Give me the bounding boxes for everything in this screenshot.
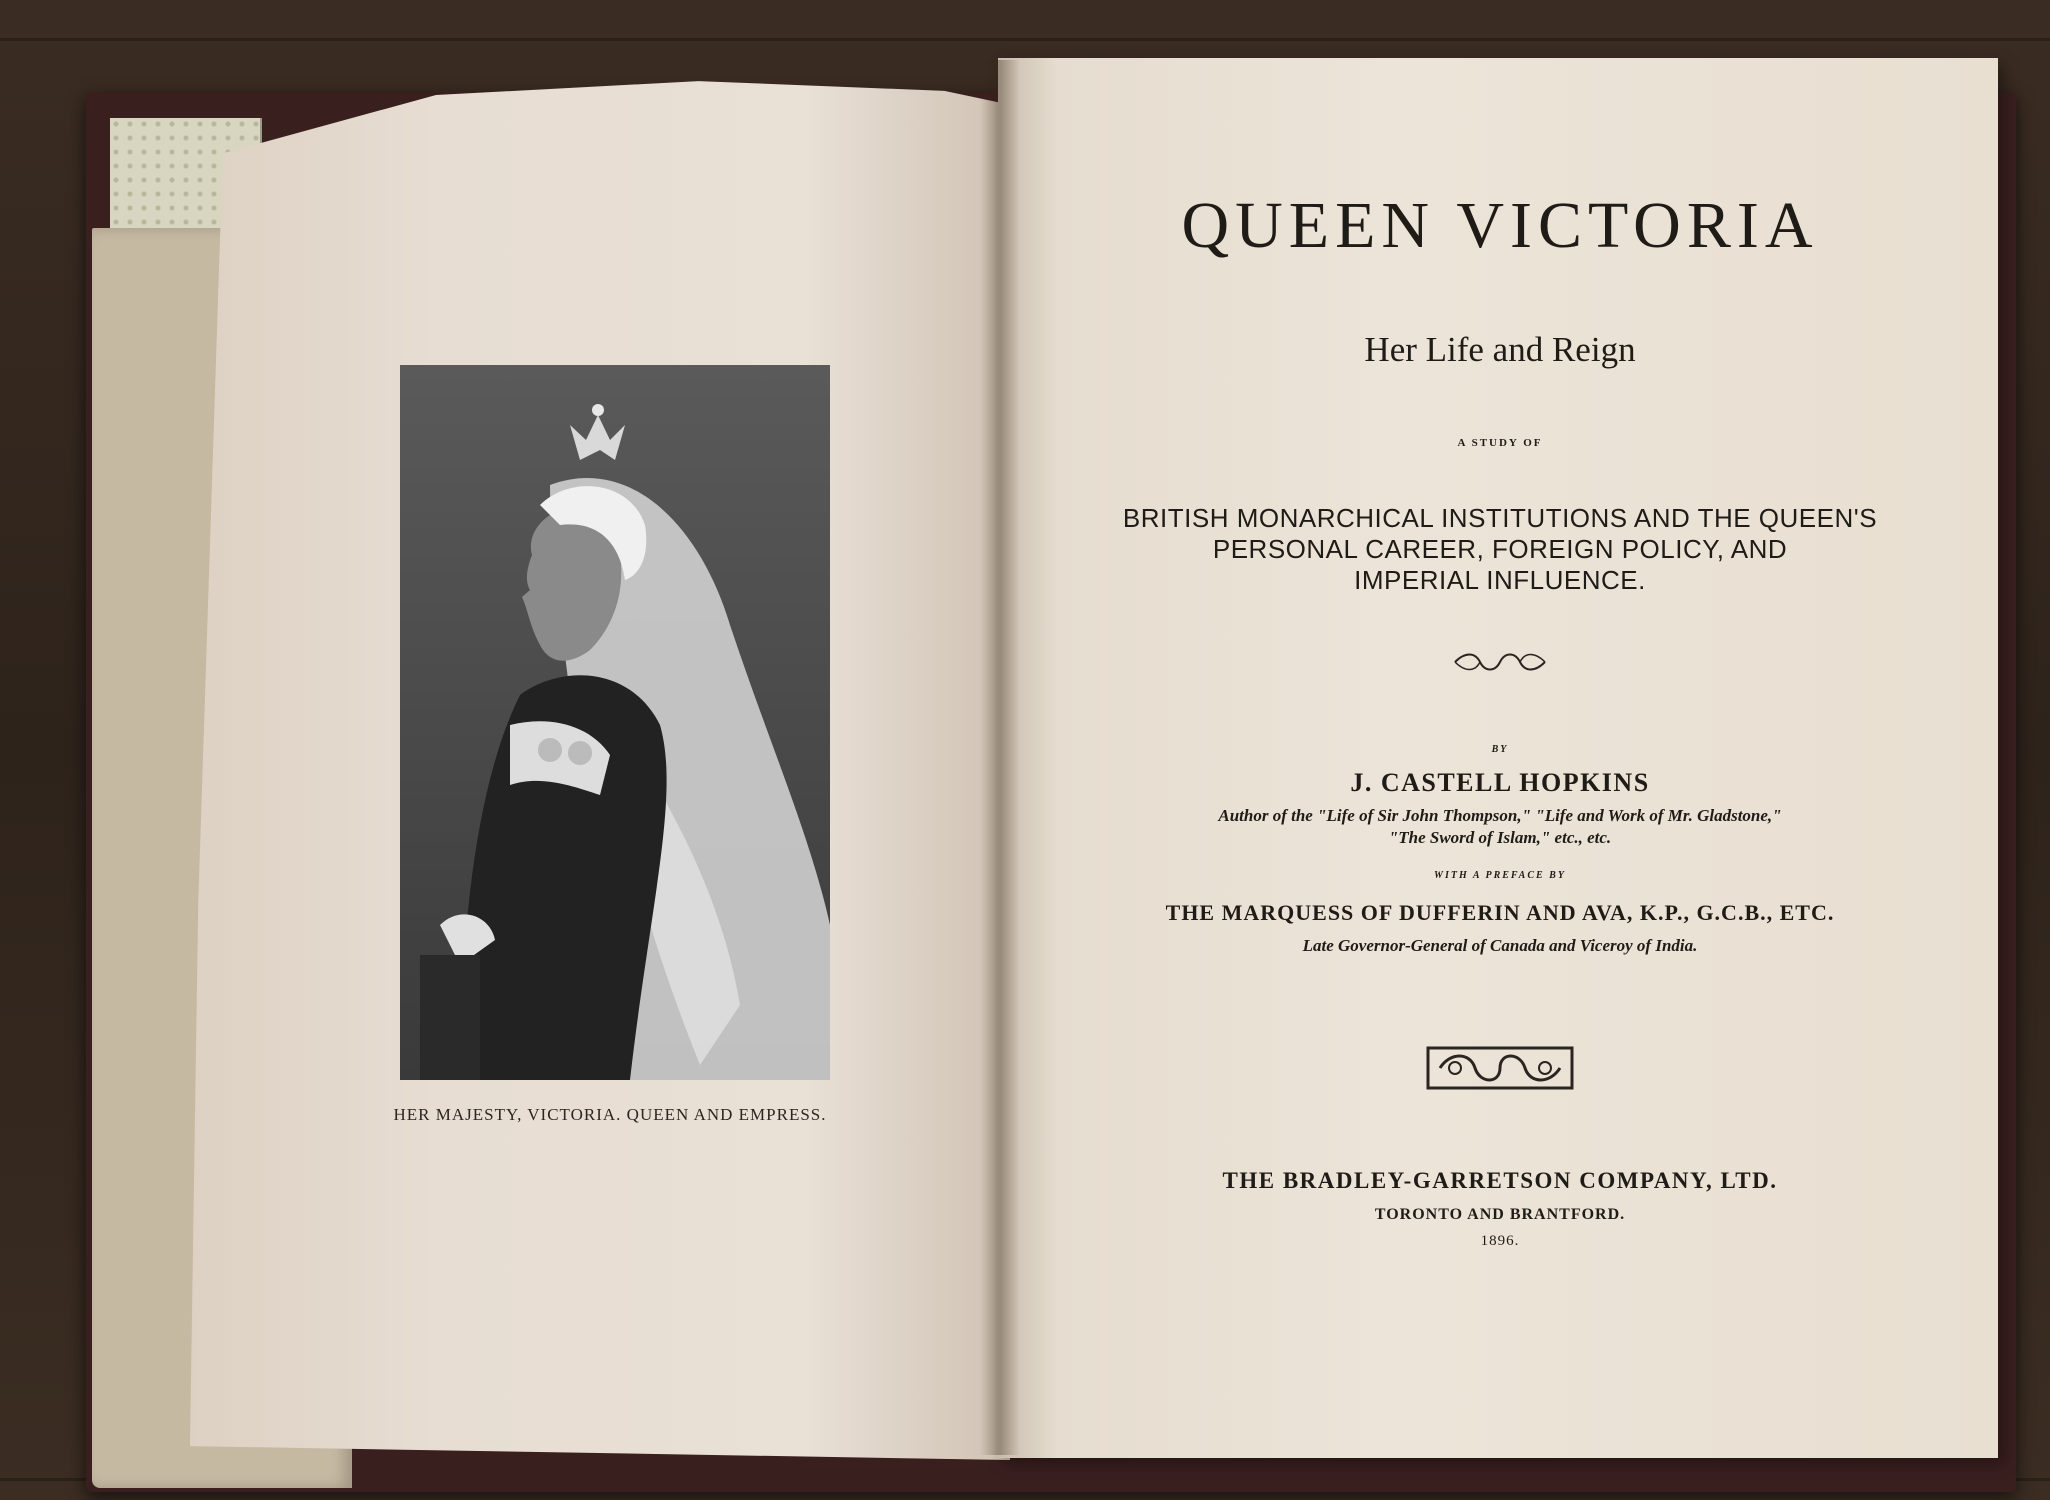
preface-author: THE MARQUESS OF DUFFERIN AND AVA, K.P., G.C.B., ETC. xyxy=(1165,900,1835,925)
publisher-places: TORONTO AND BRANTFORD. xyxy=(1374,1206,1626,1223)
institutions-description xyxy=(1040,503,1960,596)
ornament-scroll-icon xyxy=(1450,650,1550,674)
author-credits-line: "The Sword of Islam," etc., etc. xyxy=(1388,828,1612,847)
ornament-divider xyxy=(1040,650,1960,674)
author-credits xyxy=(1040,805,1960,849)
institutions-line: BRITISH MONARCHICAL INSTITUTIONS AND THE QUEEN'S xyxy=(1122,503,1878,533)
institutions-line: IMPERIAL INFLUENCE. xyxy=(1354,565,1646,595)
author-name: J. CASTELL HOPKINS xyxy=(1350,768,1650,797)
portrait-caption: HER MAJESTY, VICTORIA. QUEEN AND EMPRESS. xyxy=(393,1105,827,1124)
publisher-name: THE BRADLEY-GARRETSON COMPANY, LTD. xyxy=(1222,1168,1778,1193)
table-plank-seam xyxy=(0,38,2050,41)
author-credits-line: Author of the "Life of Sir John Thompson," "Life and Work of Mr. Gladstone," xyxy=(1218,806,1782,825)
preface-author-role: Late Governor-General of Canada and Viceroy of India. xyxy=(1302,936,1698,955)
queen-victoria-portrait xyxy=(400,365,830,1080)
by-label: BY xyxy=(1491,744,1509,755)
study-label: A STUDY OF xyxy=(1457,437,1543,449)
ornament-emblem xyxy=(1040,1040,1960,1096)
book-subtitle: Her Life and Reign xyxy=(1364,330,1636,369)
publication-year: 1896. xyxy=(1480,1233,1520,1249)
ornament-scroll-emblem-icon xyxy=(1425,1040,1575,1096)
preface-label: WITH A PREFACE BY xyxy=(1434,870,1566,881)
book-title: QUEEN VICTORIA xyxy=(1181,189,1819,262)
book-gutter xyxy=(980,60,1020,1455)
institutions-line: PERSONAL CAREER, FOREIGN POLICY, AND xyxy=(1212,534,1788,564)
portrait-illustration xyxy=(400,365,830,1080)
